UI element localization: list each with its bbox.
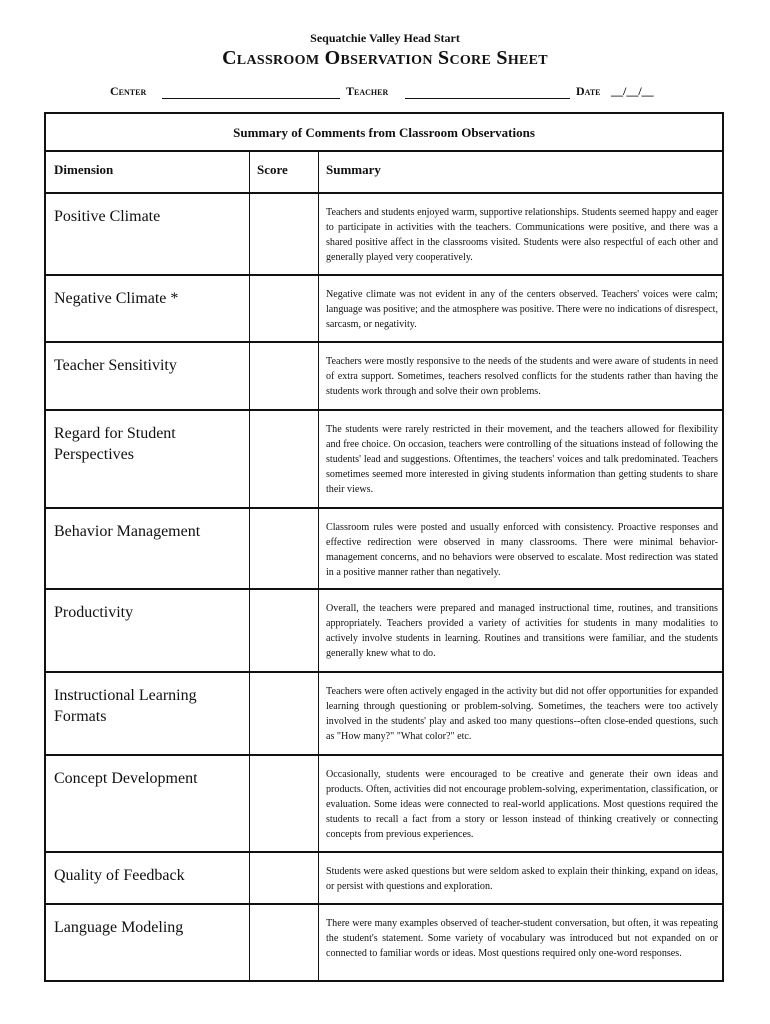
observation-table xyxy=(44,112,724,982)
dimension-cell: Language Modeling xyxy=(54,919,184,936)
table-row xyxy=(46,274,722,341)
date-label: Date xyxy=(576,84,601,98)
summary-cell: The students were rarely restricted in their movement, and the teachers allowed for flexibility and free choice. On occasion, teachers were controlling of the situations instead of following the students' lead and suggestions. Oftentimes, the teachers' voices and talk predominated. Teachers sometimes seemed more interested in giving students information than getting students to share their views. xyxy=(326,424,718,495)
form-fields xyxy=(0,84,770,104)
summary-cell: Teachers were often actively engaged in the activity but did not offer opportunities for expanded learning through questioning or problem-solving. Sometimes, the teachers were too actively involved in the students' play and asked too many questions--often close-ended questions, such as "How many?" "What color?" etc. xyxy=(326,686,718,742)
dimension-cell: Quality of Feedback xyxy=(54,867,185,884)
summary-cell: Teachers and students enjoyed warm, supportive relationships. Students seemed happy and eager to participate in activities with the teachers. Communications were positive, and there was a shared positive affect in the classrooms visited. Students were also respectful of each other and generally played very cooperatively. xyxy=(326,207,718,263)
table-row xyxy=(46,671,722,754)
center-field[interactable] xyxy=(162,98,340,99)
table-row xyxy=(46,507,722,588)
dimension-cell: Positive Climate xyxy=(54,208,161,225)
summary-cell: Classroom rules were posted and usually enforced with consistency. Proactive responses and effective redirection were observed in many classrooms. There were minimal behavior-management concerns, and no behaviors were observed to escalate. Most redirection was stated in a positive manner rather than negatively. xyxy=(326,522,718,578)
date-field[interactable]: __/__/__ xyxy=(611,84,654,98)
dimension-cell: Teacher Sensitivity xyxy=(54,357,177,374)
column-header-score: Score xyxy=(257,162,288,177)
table-row xyxy=(46,192,722,274)
summary-cell: Students were asked questions but were seldom asked to explain their thinking, expand on ideas, or persist with questions and exploration. xyxy=(326,866,718,892)
dimension-cell: Concept Development xyxy=(54,770,198,787)
table-row xyxy=(46,903,722,980)
table-row xyxy=(46,851,722,903)
table-title: Summary of Comments from Classroom Observations xyxy=(46,114,722,152)
table-row xyxy=(46,409,722,507)
column-header-dimension: Dimension xyxy=(54,162,114,177)
center-label: Center xyxy=(110,84,147,98)
summary-cell: Occasionally, students were encouraged to be creative and generate their own ideas and products. Often, activities did not encourage problem-solving, experimentation, classification, or evaluation. Some ideas were connected to real-world applications. Most questions required the students to recall a fact from a story or lesson instead of thinking creatively or connecting concepts from previous experiences. xyxy=(326,769,718,840)
organization-name: Sequatchie Valley Head Start xyxy=(310,31,460,45)
dimension-cell: Negative Climate * xyxy=(54,290,179,307)
summary-cell: Negative climate was not evident in any of the centers observed. Teachers' voices were calm; language was positive; and the atmosphere was positive. There were no indications of disrespect, sarcasm, or negativity. xyxy=(326,289,718,330)
summary-cell: Overall, the teachers were prepared and managed instructional time, routines, and transitions appropriately. Teachers provided a variety of activities for students in many modalities to actively involve students in learning. Routines and transitions were familiar, and the students generally knew what to do. xyxy=(326,603,718,659)
table-row xyxy=(46,588,722,671)
column-header-summary: Summary xyxy=(326,162,381,177)
dimension-cell: Productivity xyxy=(54,604,134,621)
page-title: Classroom Observation Score Sheet xyxy=(222,47,548,69)
summary-cell: There were many examples observed of teacher-student conversation, but often, it was repeating the student's statement. Some variety of vocabulary was introduced but not expanded on or connected to familiar words or ideas. Most questions required only one-word responses. xyxy=(326,918,718,959)
dimension-cell: Instructional Learning Formats xyxy=(54,687,197,725)
summary-cell: Teachers were mostly responsive to the needs of the students and were aware of students in need of extra support. Sometimes, teachers resolved conflicts for the students rather than having the students work through and solve their own problems. xyxy=(326,356,718,397)
dimension-cell: Regard for Student Perspectives xyxy=(54,425,176,463)
teacher-field[interactable] xyxy=(405,98,570,99)
teacher-label: Teacher xyxy=(346,84,389,98)
dimension-cell: Behavior Management xyxy=(54,523,201,540)
table-row xyxy=(46,341,722,409)
table-row xyxy=(46,754,722,851)
